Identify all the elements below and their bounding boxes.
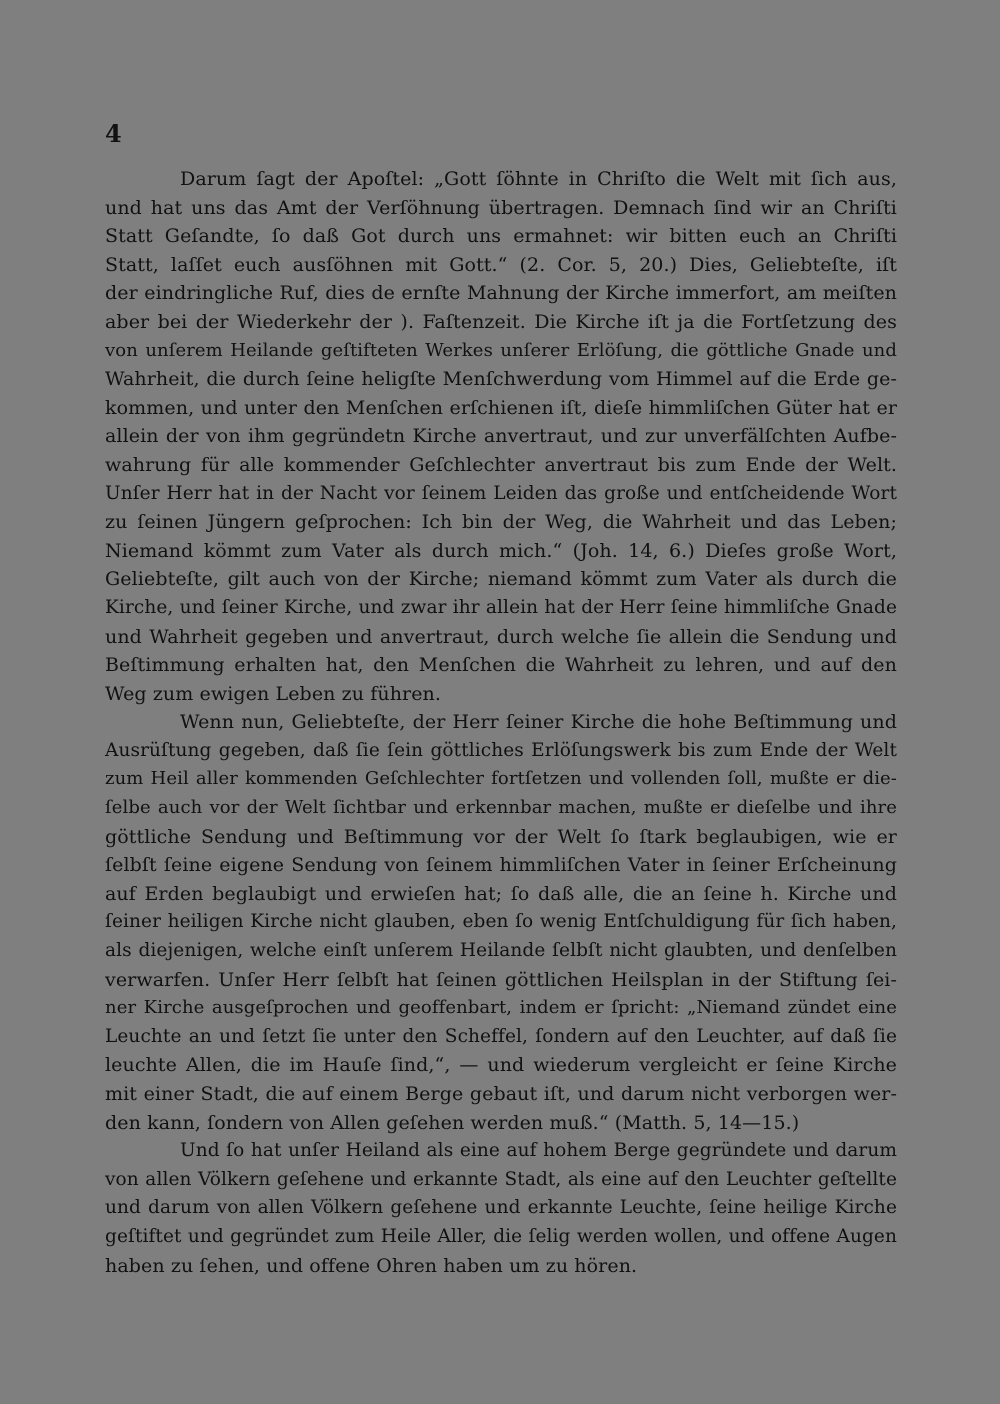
text-line: zum Heil aller kommenden Geſchlechter fortſetzen und vollenden ſoll, mußte er die- [105, 768, 897, 790]
text-line: den kann, ſondern von Allen geſehen werden muß.“ (Matth. 5, 14—15.) [105, 1111, 800, 1134]
text-line: haben zu ſehen, und offene Ohren haben um zu hören. [105, 1254, 638, 1277]
text-line: Wenn nun, Geliebteſte, der Herr ſeiner Kirche die hohe Beſtimmung und [180, 711, 897, 734]
text-line: Kirche, und ſeiner Kirche, und zwar ihr allein hat der Herr ſeine himmliſche Gnade [105, 596, 897, 618]
body-text [105, 165, 897, 1280]
text-line: mit einer Stadt, die auf einem Berge gebaut iſt, und darum nicht verborgen wer- [105, 1083, 897, 1105]
text-line: göttliche Sendung und Beſtimmung vor der Welt ſo ſtark beglaubigen, wie er [105, 825, 897, 848]
text-line: ſeiner heiligen Kirche nicht glauben, eben ſo wenig Entſchuldigung für ſich haben, [105, 911, 897, 933]
text-line: zu ſeinen Jüngern geſprochen: Ich bin der Weg, die Wahrheit und das Leben; [105, 511, 897, 534]
text-line: ner Kirche ausgeſprochen und geoffenbart, indem er ſpricht: „Niemand zündet eine [105, 997, 897, 1019]
text-line: Niemand kömmt zum Vater als durch mich.“ (Joh. 14, 6.) Dieſes große Wort, [105, 539, 897, 562]
text-line: Statt, laſſet euch ausſöhnen mit Gott.“ (2. Cor. 5, 20.) Dies, Geliebteſte, iſt [105, 253, 897, 276]
text-line: aber bei der Wiederkehr der ). Faſtenzeit. Die Kirche iſt ja die Fortſetzung des [105, 310, 897, 333]
text-line: und Wahrheit gegeben und anvertraut, durch welche ſie allein die Sendung und [105, 625, 897, 648]
text-line: Statt Geſandte, ſo daß Got durch uns ermahnet: wir bitten euch an Chriſti [105, 225, 897, 248]
text-line: ſelbſt ſeine eigene Sendung von ſeinem himmliſchen Vater in ſeiner Erſcheinung [105, 854, 897, 877]
text-line: auf Erden beglaubigt und erwieſen hat; ſo daß alle, die an ſeine h. Kirche und [105, 882, 897, 905]
text-line: Und ſo hat unſer Heiland als eine auf hohem Berge gegründete und darum [180, 1140, 897, 1162]
text-line: als diejenigen, welche einſt unſerem Heilande ſelbſt nicht glaubten, und denſelben [105, 940, 897, 962]
text-line: der eindringliche Ruf, dies de ernſte Mahnung der Kirche immerfort, am meiſten [105, 282, 897, 305]
text-line: von allen Völkern geſehene und erkannte Stadt, als eine auf den Leuchter geſtellte [105, 1168, 897, 1190]
text-line: Darum ſagt der Apoſtel: „Gott ſöhnte in Chriſto die Welt mit ſich aus, [180, 168, 897, 190]
text-line: und hat uns das Amt der Verſöhnung übertragen. Demnach ſind wir an Chriſti [105, 196, 897, 219]
text-line: Wahrheit, die durch ſeine heligſte Menſchwerdung vom Himmel auf die Erde ge- [105, 368, 897, 391]
text-line: leuchte Allen, die im Hauſe ſind,“, — und wiederum vergleicht er ſeine Kirche [105, 1054, 897, 1077]
text-line: Geliebteſte, gilt auch von der Kirche; niemand kömmt zum Vater als durch die [105, 568, 897, 591]
text-line: Weg zum ewigen Leben zu führen. [105, 682, 442, 705]
text-line: ſelbe auch vor der Welt ſichtbar und erkennbar machen, mußte er dieſelbe und ihre [105, 797, 897, 819]
text-line: geſtiftet und gegründet zum Heile Aller, die ſelig werden wollen, und offene Augen [105, 1225, 897, 1247]
text-line: Unſer Herr hat in der Nacht vor ſeinem Leiden das große und entſcheidende Wort [105, 482, 897, 504]
page-number: 4 [105, 119, 122, 148]
text-line: und darum von allen Völkern geſehene und erkannte Leuchte, ſeine heilige Kirche [105, 1197, 897, 1219]
text-line: kommen, und unter den Menſchen erſchienen iſt, dieſe himmliſchen Güter hat er [105, 396, 897, 419]
text-line: wahrung für alle kommender Geſchlechter anvertraut bis zum Ende der Welt. [105, 453, 897, 476]
text-line: verwarfen. Unſer Herr ſelbſt hat ſeinen göttlichen Heilsplan in der Stiftung ſei- [105, 968, 897, 991]
text-line: Ausrüſtung gegeben, daß ſie ſein göttliches Erlöſungswerk bis zum Ende der Welt [105, 739, 897, 761]
text-line: Beſtimmung erhalten hat, den Menſchen die Wahrheit zu lehren, und auf den [105, 654, 897, 677]
text-line: von unſerem Heilande geſtifteten Werkes unſerer Erlöſung, die göttliche Gnade und [105, 339, 897, 361]
text-line: Leuchte an und ſetzt ſie unter den Scheffel, ſondern auf den Leuchter, auf daß ſie [105, 1025, 897, 1047]
text-line: allein der von ihm gegründetn Kirche anvertraut, und zur unverfälſchten Aufbe- [105, 425, 897, 448]
